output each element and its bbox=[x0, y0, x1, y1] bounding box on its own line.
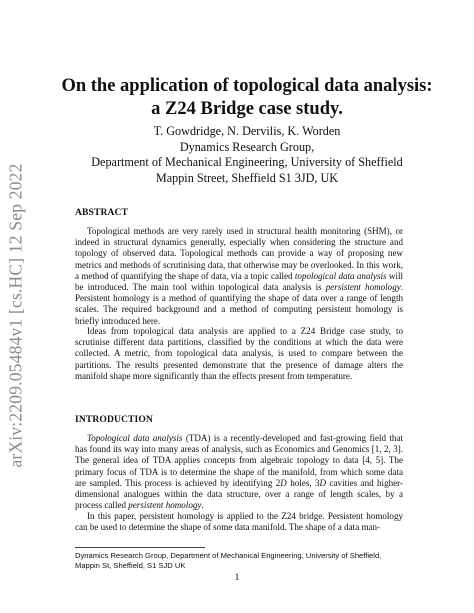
affiliation-department: Department of Mechanical Engineering, University of Sheffield bbox=[91, 155, 403, 170]
title-line-2: a Z24 Bridge case study. bbox=[151, 99, 343, 119]
introduction-paragraph-1: Topological data analysis (TDA) is a recently-developed and fast-growing field that has found its way into many areas of analysis, such as Economics and Genomics [1, 2, 3]. The general idea of TDA applies concepts from algebraic topology to data [4, 5]. The primary focus of TDA is to determine the shape of the manifold, from which some data are sampled. This process is achieved by identifying 2D holes, 3D cavities and higher-dimensional analogues within the data structure, over a range of length scales, by a process called persistent homology. bbox=[75, 433, 403, 511]
introduction-paragraph-2: In this paper, persistent homology is applied to the Z24 bridge. Persistent homology can be used to determine the shape of some data manifold. The shape of a data man- bbox=[75, 511, 403, 533]
affiliation-address: Mappin Street, Sheffield S1 3JD, UK bbox=[155, 170, 339, 185]
page-number: 1 bbox=[234, 573, 240, 583]
affiliation-footnote: Dynamics Research Group, Department of Mechanical Engineering, University of Sheffield, Mappin St, Sheffield, S1 SJD UK bbox=[75, 551, 382, 570]
emphasis-topological-data-analysis: Topological data analysis bbox=[87, 433, 183, 443]
author-names: T. Gowdridge, N. Dervilis, K. Worden bbox=[153, 124, 341, 138]
emphasis-persistent-homology: persistent homology bbox=[325, 282, 401, 293]
introduction-heading: INTRODUCTION bbox=[75, 414, 153, 425]
abstract-paragraph-2: Ideas from topological data analysis are applied to a Z24 Bridge case study, to scrutinise different data partitions, classified by the conditions at which the data were collected. A metric, from topological data analysis, is used to compare between the partitions. The results presented demonstrate that the presence of damage alters the manifold shape more significantly than the effects present from temperature. bbox=[75, 326, 403, 381]
arxiv-identifier bbox=[3, 150, 29, 480]
affiliation-group: Dynamics Research Group, bbox=[179, 139, 315, 154]
emphasis-tda: topological data analysis bbox=[294, 270, 387, 281]
arxiv-identifier-text: arXiv:2209.05484v1 [cs.HC] 12 Sep 2022 bbox=[5, 162, 26, 468]
title-line-1: On the application of topological data analysis: bbox=[61, 76, 433, 96]
emphasis-persistent-homology-intro: persistent homology bbox=[128, 500, 202, 511]
footnote-divider bbox=[75, 547, 205, 548]
abstract-paragraph-1: Topological methods are very rarely used in structural health monitoring (SHM), or indeed in structural dynamics generally, especially when considering the structure and topology of observed data. Topological methods can provide a way of proposing new metrics and methods of scrutinising data, that otherwise may be overlooked. In this work, a method of quantifying the shape of data, via a topic called topological data analysis will be introduced. The main tool within topological data analysis is persistent homology. Persistent homology is a method of quantifying the shape of data over a range of length scales. The required background and a method of computing persistent homology is briefly introduced here. bbox=[75, 226, 404, 326]
author-block bbox=[60, 124, 434, 186]
abstract-heading: ABSTRACT bbox=[75, 207, 129, 218]
paper-title bbox=[60, 75, 434, 121]
